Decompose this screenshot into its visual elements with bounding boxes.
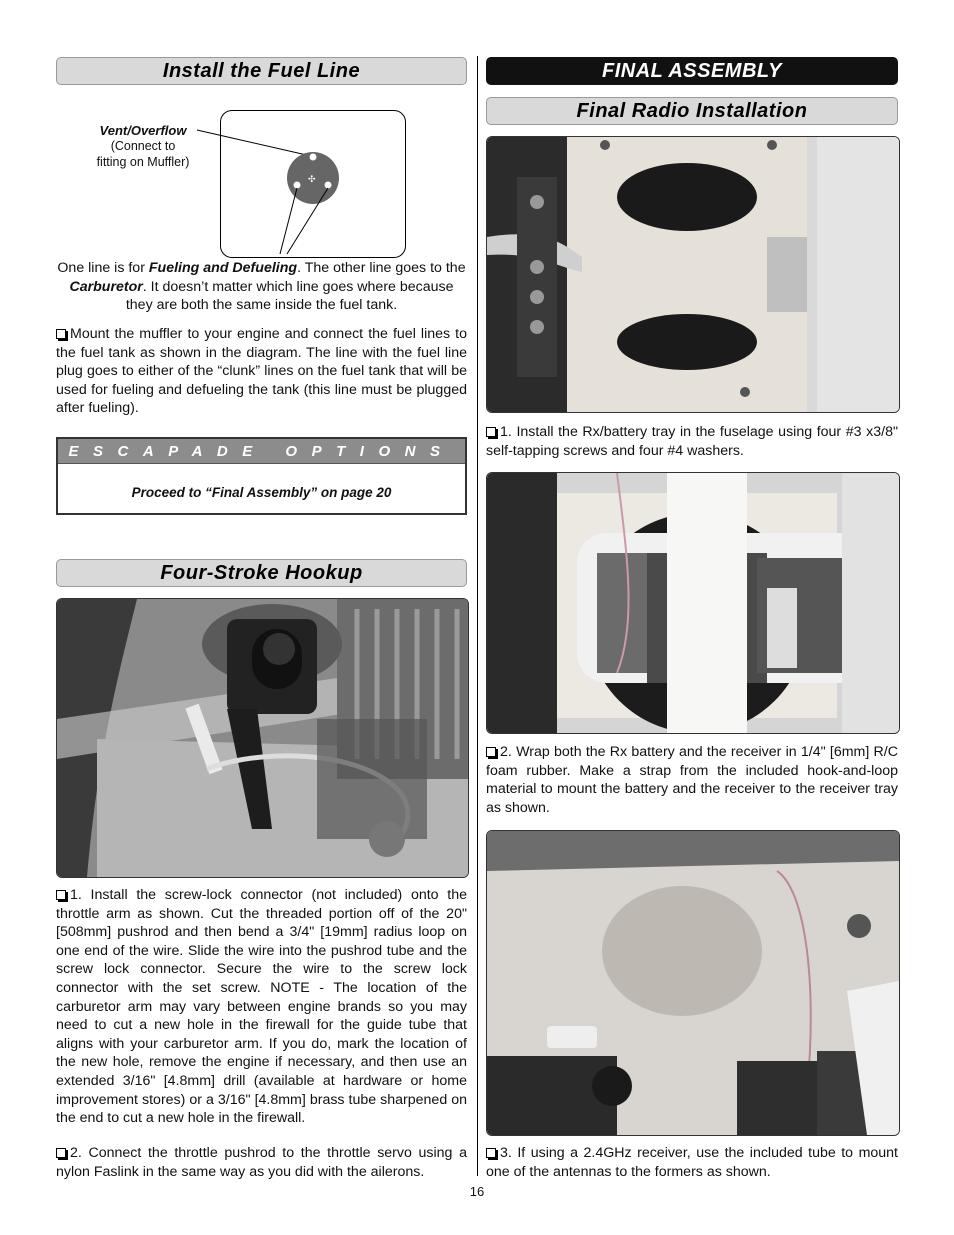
four-stroke-step-1-text: 1. Install the screw-lock connector (not included) onto the throttle arm as shown. Cut the threaded portion off of the 20" [508mm] pushrod and then bend a 3/4" [19mm] radius loop on one end of the wire. Slide the wire into the pushrod tube and the screw lock connector. Secure the wire to the screw lock connector with the set screw. NOTE - The location of the carburetor arm may vary between engine brands so you may need to cut a new hole in the firewall for the guide tube that aligns with your carburetor arm. If you do, mark the location of the new hole, remove the engine if necessary, and then use an extended 3/16" [4.8mm] drill (available at hardware or home improvement stores) or a 3/16" [4.8mm] brass tube sharpened on the end to cut a new hole in the firewall. <box>56 887 467 1127</box>
vent-label-sub2: fitting on Muffler) <box>96 155 190 169</box>
svg-text:✣: ✣ <box>308 175 316 185</box>
radio-step-3 <box>486 1144 898 1181</box>
radio-step-2 <box>486 743 898 817</box>
install-fuel-line-heading: Install the Fuel Line <box>56 57 467 85</box>
final-radio-installation-heading: Final Radio Installation <box>486 97 898 125</box>
four-stroke-step-2 <box>56 1144 467 1181</box>
caption-part-a: One line is for <box>57 260 149 276</box>
throttle-arm-photo <box>56 598 469 878</box>
antenna-tube-photo <box>486 830 900 1136</box>
checkbox-icon[interactable] <box>486 747 496 757</box>
checkbox-icon[interactable] <box>56 890 66 900</box>
fuel-line-caption <box>56 259 467 315</box>
receiver-battery-photo <box>486 472 900 734</box>
checkbox-icon[interactable] <box>56 329 66 339</box>
final-assembly-heading: FINAL ASSEMBLY <box>486 57 898 85</box>
four-stroke-step-1 <box>56 886 467 1128</box>
vent-label-sub1: (Connect to <box>110 139 176 153</box>
fuel-line-step-text: Mount the muffler to your engine and connect the fuel lines to the fuel tank as shown in the diagram. The line with the fuel line plug goes to either of the “clunk” lines on the fuel tank that will be used for fueling and defueling the tank (this line must be plugged after fueling). <box>56 326 467 417</box>
page-number: 16 <box>469 1184 485 1199</box>
checkbox-icon[interactable] <box>56 1148 66 1158</box>
escapade-options-title: ESCAPADE OPTIONS <box>58 439 465 464</box>
four-stroke-heading: Four-Stroke Hookup <box>56 559 467 587</box>
caption-carburetor: Carburetor <box>69 278 143 295</box>
rx-tray-photo <box>486 136 900 413</box>
rx-tray-image <box>487 137 899 412</box>
checkbox-icon[interactable] <box>486 427 496 437</box>
radio-step-1 <box>486 423 898 460</box>
caption-part-c: . The other line goes to the <box>297 260 466 276</box>
antenna-tube-image <box>487 831 899 1135</box>
radio-step-1-text: 1. Install the Rx/battery tray in the fuselage using four #3 x3/8" self-tapping screws and four #4 washers. <box>486 424 898 459</box>
receiver-battery-image <box>487 473 899 733</box>
caption-fueling-defueling: Fueling and Defueling <box>148 260 298 276</box>
radio-step-3-text: 3. If using a 2.4GHz receiver, use the included tube to mount one of the antennas to the formers as shown. <box>486 1145 898 1180</box>
caption-part-e: . It doesn’t matter which line goes where because they are both the same inside the fuel tank. <box>125 278 454 314</box>
four-stroke-step-2-text: 2. Connect the throttle pushrod to the throttle servo using a nylon Faslink in the same way as you did with the ailerons. <box>56 1145 467 1180</box>
escapade-options-text: Proceed to “Final Assembly” on page 20 <box>131 485 392 500</box>
escapade-options-box <box>56 437 467 515</box>
throttle-arm-image <box>57 599 468 877</box>
radio-step-2-text: 2. Wrap both the Rx battery and the receiver in 1/4" [6mm] R/C foam rubber. Make a strap from the included hook-and-loop material to mount the battery and the receiver to the receiver tray as shown. <box>486 744 898 816</box>
fuel-line-step <box>56 325 467 418</box>
vent-label-title: Vent/Overflow <box>99 123 187 138</box>
checkbox-icon[interactable] <box>486 1148 496 1158</box>
